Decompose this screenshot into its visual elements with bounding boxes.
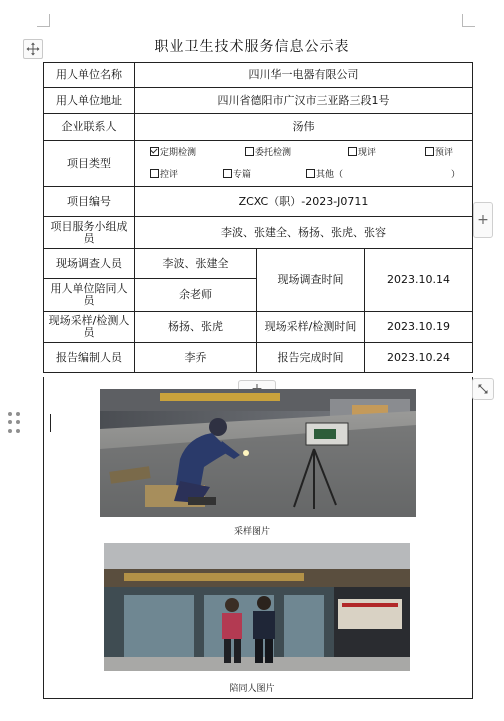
employer-address-value: 四川省德阳市广汉市三亚路三段1号 (135, 88, 473, 114)
type-option-other[interactable]: 其他（ (306, 169, 343, 181)
survey-staff-label: 现场调查人员 (44, 249, 135, 279)
checkbox-icon[interactable] (425, 147, 434, 156)
expand-icon (477, 383, 489, 395)
page-corner-mark-top-left (37, 14, 50, 27)
contact-value: 汤伟 (135, 114, 473, 141)
survey-staff-value: 李波、张建全 (135, 249, 257, 279)
escort-value: 余老师 (135, 279, 257, 312)
type-option-special-chapter[interactable]: 专篇 (223, 169, 251, 181)
type-option-pre-evaluation[interactable]: 预评 (425, 147, 453, 159)
info-table (43, 62, 473, 373)
type-option-entrusted[interactable]: 委托检测 (245, 147, 291, 159)
page-title: 职业卫生技术服务信息公示表 (154, 39, 350, 55)
checkbox-icon[interactable] (245, 147, 254, 156)
survey-time-label: 现场调查时间 (257, 249, 365, 312)
sampling-staff-label: 现场采样/检测人员 (44, 312, 135, 343)
report-staff-value: 李乔 (135, 343, 257, 373)
type-option-control-evaluation[interactable]: 控评 (150, 169, 178, 181)
type-option-other-close: ） (451, 169, 461, 180)
sampling-photo (100, 389, 416, 517)
report-time-label: 报告完成时间 (257, 343, 365, 373)
sampling-staff-value: 杨扬、张虎 (135, 312, 257, 343)
employer-name-value: 四川华一电器有限公司 (135, 63, 473, 88)
sampling-time-value: 2023.10.19 (365, 312, 473, 343)
checkbox-icon[interactable] (348, 147, 357, 156)
checkbox-icon[interactable] (306, 169, 315, 178)
add-column-button[interactable]: + (473, 202, 493, 238)
type-option-periodic[interactable]: 定期检测 (150, 147, 196, 159)
team-value: 李波、张建全、杨扬、张虎、张容 (135, 217, 473, 249)
report-staff-label: 报告编制人员 (44, 343, 135, 373)
drag-handle-icon[interactable] (8, 412, 20, 434)
project-type-label: 项目类型 (44, 141, 135, 187)
type-option-status-evaluation[interactable]: 现评 (348, 147, 376, 159)
project-no-label: 项目编号 (44, 187, 135, 217)
contact-label: 企业联系人 (44, 114, 135, 141)
checkbox-icon[interactable] (223, 169, 232, 178)
table-resize-handle[interactable] (472, 378, 494, 400)
employer-address-label: 用人单位地址 (44, 88, 135, 114)
employer-name-label: 用人单位名称 (44, 63, 135, 88)
sampling-time-label: 现场采样/检测时间 (257, 312, 365, 343)
sampling-photo-caption: 采样图片 (233, 527, 270, 537)
text-cursor (50, 414, 51, 432)
checkbox-checked-icon[interactable] (150, 147, 159, 156)
team-label: 项目服务小组成员 (44, 217, 135, 249)
escort-photo-caption: 陪同人图片 (229, 684, 275, 694)
escort-photo (104, 543, 410, 671)
project-type-options (135, 141, 473, 187)
escort-label: 用人单位陪同人员 (44, 279, 135, 312)
checkbox-icon[interactable] (150, 169, 159, 178)
report-time-value: 2023.10.24 (365, 343, 473, 373)
page-corner-mark-top-right (462, 14, 475, 27)
project-no-value: ZCXC（职）-2023-J0711 (135, 187, 473, 217)
survey-time-value: 2023.10.14 (365, 249, 473, 312)
